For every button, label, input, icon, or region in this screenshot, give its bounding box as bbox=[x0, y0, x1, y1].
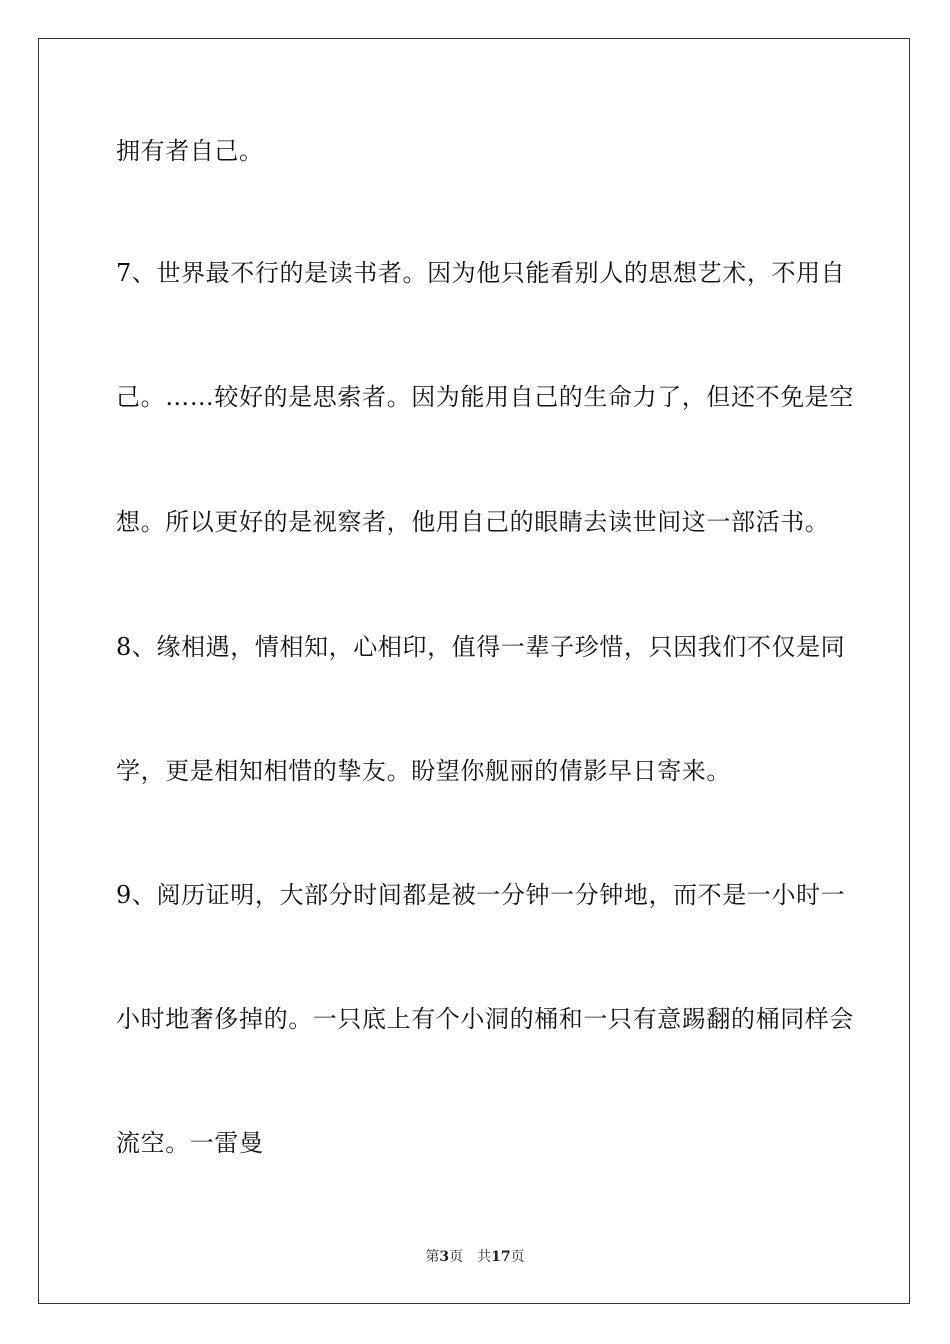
text-line: 9、阅历证明，大部分时间都是被一分钟一分钟地，而不是一小时一 bbox=[116, 881, 846, 909]
page-number: 3 bbox=[439, 1249, 450, 1265]
text-line: 想。所以更好的是视察者，他用自己的眼睛去读世间这一部活书。 bbox=[116, 508, 830, 536]
page-border bbox=[38, 38, 910, 1304]
text-line: 流空。一雷曼 bbox=[116, 1129, 264, 1157]
text-line: 拥有者自己。 bbox=[116, 137, 264, 165]
text-line: 小时地奢侈掉的。一只底上有个小洞的桶和一只有意踢翻的桶同样会 bbox=[116, 1005, 854, 1033]
text-line: 己。……较好的是思索者。因为能用自己的生命力了，但还不免是空 bbox=[116, 383, 854, 411]
page-prefix: 第 bbox=[425, 1249, 440, 1265]
page-footer bbox=[0, 1248, 950, 1266]
text-line: 7、世界最不行的是读书者。因为他只能看别人的思想艺术，不用自 bbox=[116, 259, 846, 287]
page-suffix: 页 bbox=[449, 1249, 464, 1265]
total-suffix: 页 bbox=[510, 1249, 525, 1265]
text-line: 8、缘相遇，情相知，心相印，值得一辈子珍惜，只因我们不仅是同 bbox=[116, 633, 846, 661]
total-prefix: 共 bbox=[477, 1249, 492, 1265]
total-pages: 17 bbox=[491, 1249, 511, 1265]
text-line: 学，更是相知相惜的挚友。盼望你舰丽的倩影早日寄来。 bbox=[116, 757, 731, 785]
